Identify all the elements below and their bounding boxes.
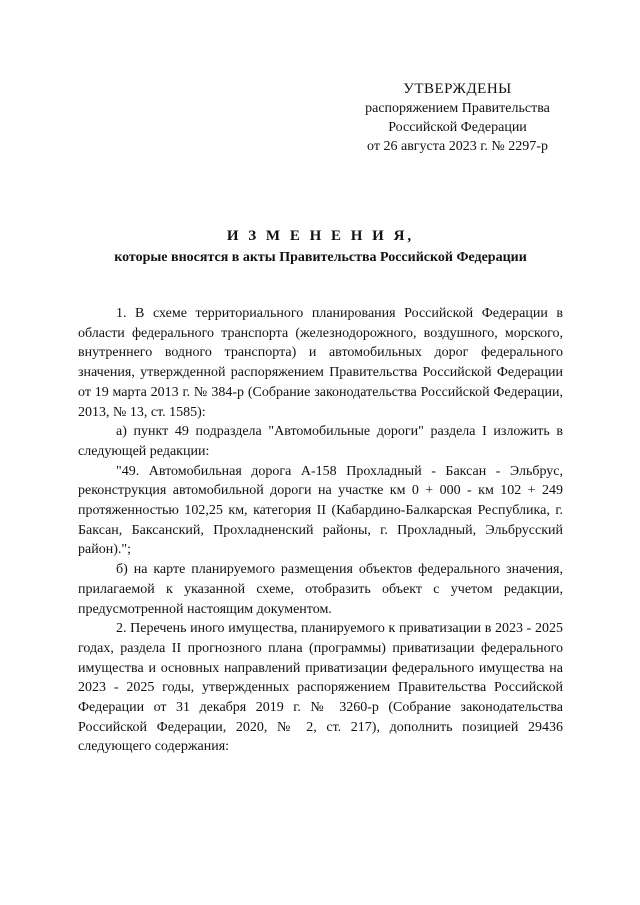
approval-date-number: от 26 августа 2023 г. № 2297-р (367, 139, 548, 154)
approval-authority: распоряжением Правительства (365, 101, 550, 116)
paragraph-2: 2. Перечень иного имущества, планируемого к приватизации в 2023 - 2025 годах, раздела II прогнозного плана (программы) приватизации федерального имущества и основных направлений приватизации федерального имущества на 2023 - 2025 годы, утвержденных распоряжением Правительства Российской Федерации от 31 декабря 2019 г. № 3260-р (Собрание законодательства Российской Федерации, 2020, № 2, ст. 217), дополнить позицией 29436 следующего содержания: (78, 621, 563, 755)
paragraph-1b: б) на карте планируемого размещения объектов федерального значения, прилагаемой к указанной схеме, отобразить объект с учетом редакции, предусмотренной настоящим документом. (78, 562, 563, 617)
paragraph-1: 1. В схеме территориального планирования Российской Федерации в области федерального транспорта (железнодорожного, воздушного, морского, внутреннего водного транспорта) и автомобильных дорог федерального значения, утвержденной распоряжением Правительства Российской Федерации от 19 марта 2013 г. № 384-р (Собрание законодательства Российской Федерации, 2013, № 13, ст. 1585): (78, 306, 563, 420)
approval-country: Российской Федерации (388, 120, 527, 135)
paragraph-1a: а) пункт 49 подраздела "Автомобильные дороги" раздела I изложить в следующей редакции: (78, 424, 563, 459)
document-subtitle: которые вносятся в акты Правительства Российской Федерации (114, 250, 527, 265)
document-title: И З М Е Н Е Н И Я, (226, 228, 415, 244)
approval-heading: УТВЕРЖДЕНЫ (403, 81, 512, 97)
document-body (78, 304, 563, 757)
approval-stamp (355, 80, 560, 156)
paragraph-1a-quote: "49. Автомобильная дорога А-158 Прохладный - Баксан - Эльбрус, реконструкция автомобильной дороги на участке км 0 + 000 - км 102 + 249 протяженностью 102,25 км, категория II (Кабардино-Балкарская Республика, г. Баксан, Баксанский, Прохладненский районы, г. Прохладный, Эльбрусский район)."; (78, 463, 563, 558)
